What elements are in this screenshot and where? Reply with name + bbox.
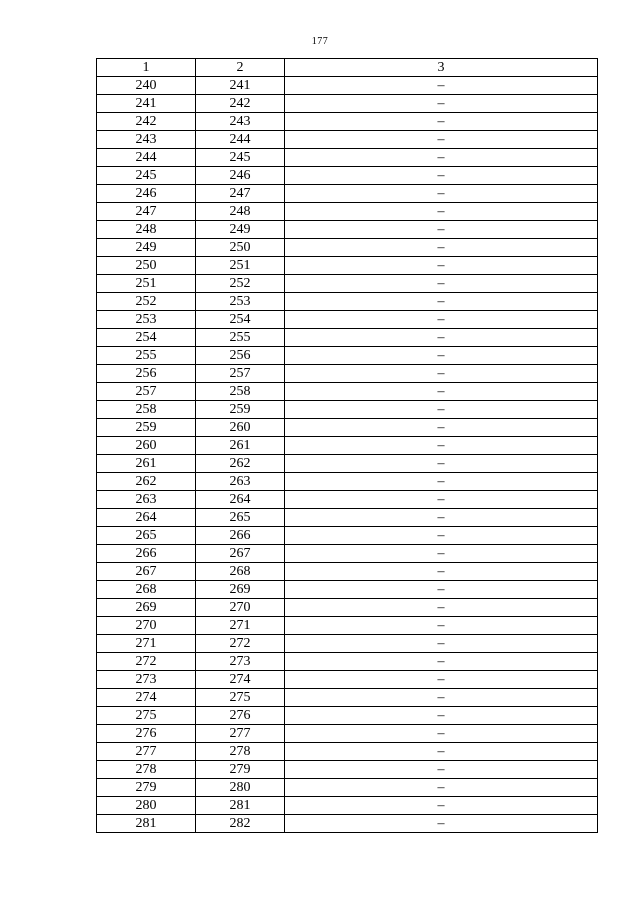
table-cell-col-2: 254 bbox=[196, 311, 285, 329]
table-cell-col-3: – bbox=[285, 401, 598, 419]
table-row bbox=[97, 221, 598, 239]
table-cell-col-3: – bbox=[285, 671, 598, 689]
table-cell-col-2: 256 bbox=[196, 347, 285, 365]
header-row bbox=[97, 59, 598, 77]
table-row bbox=[97, 77, 598, 95]
table-cell-col-1: 273 bbox=[97, 671, 196, 689]
table-row bbox=[97, 239, 598, 257]
table-row bbox=[97, 95, 598, 113]
table-body bbox=[97, 77, 598, 833]
table-cell-col-2: 282 bbox=[196, 815, 285, 833]
table-cell-col-3: – bbox=[285, 131, 598, 149]
table-cell-col-1: 257 bbox=[97, 383, 196, 401]
table-cell-col-2: 265 bbox=[196, 509, 285, 527]
table-row bbox=[97, 689, 598, 707]
table-cell-col-1: 255 bbox=[97, 347, 196, 365]
table-cell-col-2: 248 bbox=[196, 203, 285, 221]
table-cell-col-1: 245 bbox=[97, 167, 196, 185]
table-row bbox=[97, 527, 598, 545]
table-row bbox=[97, 149, 598, 167]
table-cell-col-1: 275 bbox=[97, 707, 196, 725]
table-cell-col-3: – bbox=[285, 257, 598, 275]
table-cell-col-2: 272 bbox=[196, 635, 285, 653]
table-row bbox=[97, 635, 598, 653]
table-row bbox=[97, 167, 598, 185]
table-cell-col-1: 272 bbox=[97, 653, 196, 671]
table-cell-col-2: 243 bbox=[196, 113, 285, 131]
table-cell-col-1: 240 bbox=[97, 77, 196, 95]
table-cell-col-1: 259 bbox=[97, 419, 196, 437]
table-cell-col-1: 258 bbox=[97, 401, 196, 419]
table-cell-col-1: 249 bbox=[97, 239, 196, 257]
table-cell-col-1: 279 bbox=[97, 779, 196, 797]
table-row bbox=[97, 455, 598, 473]
table-cell-col-2: 251 bbox=[196, 257, 285, 275]
table-row bbox=[97, 131, 598, 149]
table-cell-col-1: 242 bbox=[97, 113, 196, 131]
table-row bbox=[97, 581, 598, 599]
page-number: 177 bbox=[311, 36, 329, 47]
table-cell-col-3: – bbox=[285, 329, 598, 347]
table-row bbox=[97, 257, 598, 275]
table-row bbox=[97, 311, 598, 329]
table-cell-col-1: 260 bbox=[97, 437, 196, 455]
table-cell-col-3: – bbox=[285, 491, 598, 509]
table-cell-col-1: 243 bbox=[97, 131, 196, 149]
table-cell-col-3: – bbox=[285, 383, 598, 401]
table-cell-col-2: 273 bbox=[196, 653, 285, 671]
table-cell-col-2: 280 bbox=[196, 779, 285, 797]
table-cell-col-3: – bbox=[285, 527, 598, 545]
table-cell-col-2: 274 bbox=[196, 671, 285, 689]
table-cell-col-3: – bbox=[285, 545, 598, 563]
table-cell-col-1: 241 bbox=[97, 95, 196, 113]
table-row bbox=[97, 365, 598, 383]
table-cell-col-3: – bbox=[285, 365, 598, 383]
data-table bbox=[96, 58, 598, 833]
table-cell-col-1: 261 bbox=[97, 455, 196, 473]
table-cell-col-2: 255 bbox=[196, 329, 285, 347]
table-row bbox=[97, 707, 598, 725]
table-cell-col-2: 268 bbox=[196, 563, 285, 581]
table-cell-col-3: – bbox=[285, 185, 598, 203]
table-row bbox=[97, 545, 598, 563]
table-cell-col-3: – bbox=[285, 797, 598, 815]
table-cell-col-2: 271 bbox=[196, 617, 285, 635]
table-row bbox=[97, 347, 598, 365]
table-row bbox=[97, 473, 598, 491]
table-cell-col-1: 264 bbox=[97, 509, 196, 527]
table-cell-col-2: 259 bbox=[196, 401, 285, 419]
table-cell-col-2: 264 bbox=[196, 491, 285, 509]
table-cell-col-2: 258 bbox=[196, 383, 285, 401]
table-cell-col-2: 257 bbox=[196, 365, 285, 383]
table-cell-col-3: – bbox=[285, 617, 598, 635]
table-row bbox=[97, 815, 598, 833]
table-row bbox=[97, 617, 598, 635]
table-cell-col-3: – bbox=[285, 437, 598, 455]
table-cell-col-3: – bbox=[285, 203, 598, 221]
table-cell-col-1: 247 bbox=[97, 203, 196, 221]
table-row bbox=[97, 185, 598, 203]
table-cell-col-1: 248 bbox=[97, 221, 196, 239]
table-cell-col-1: 271 bbox=[97, 635, 196, 653]
table-cell-col-2: 246 bbox=[196, 167, 285, 185]
table-cell-col-2: 269 bbox=[196, 581, 285, 599]
table-row bbox=[97, 401, 598, 419]
table-cell-col-3: – bbox=[285, 311, 598, 329]
table-cell-col-1: 246 bbox=[97, 185, 196, 203]
table-cell-col-3: – bbox=[285, 77, 598, 95]
table-cell-col-2: 252 bbox=[196, 275, 285, 293]
table-row bbox=[97, 383, 598, 401]
table-cell-col-2: 277 bbox=[196, 725, 285, 743]
table-cell-col-3: – bbox=[285, 563, 598, 581]
table-row bbox=[97, 563, 598, 581]
table-cell-col-1: 274 bbox=[97, 689, 196, 707]
table-row bbox=[97, 509, 598, 527]
table-cell-col-1: 267 bbox=[97, 563, 196, 581]
table-cell-col-3: – bbox=[285, 293, 598, 311]
table-cell-col-2: 253 bbox=[196, 293, 285, 311]
table-cell-col-1: 281 bbox=[97, 815, 196, 833]
table-cell-col-2: 275 bbox=[196, 689, 285, 707]
table-cell-col-2: 270 bbox=[196, 599, 285, 617]
table-cell-col-3: – bbox=[285, 743, 598, 761]
table-cell-col-2: 241 bbox=[196, 77, 285, 95]
table-cell-col-2: 245 bbox=[196, 149, 285, 167]
table-cell-col-1: 268 bbox=[97, 581, 196, 599]
table-cell-col-2: 262 bbox=[196, 455, 285, 473]
table-cell-col-2: 263 bbox=[196, 473, 285, 491]
table-row bbox=[97, 437, 598, 455]
table-cell-col-3: – bbox=[285, 419, 598, 437]
table-cell-col-3: – bbox=[285, 509, 598, 527]
table-cell-col-3: – bbox=[285, 599, 598, 617]
table-cell-col-2: 276 bbox=[196, 707, 285, 725]
table-cell-col-2: 261 bbox=[196, 437, 285, 455]
table-row bbox=[97, 743, 598, 761]
table-cell-col-1: 278 bbox=[97, 761, 196, 779]
table-cell-col-3: – bbox=[285, 653, 598, 671]
table-row bbox=[97, 329, 598, 347]
table-cell-col-1: 276 bbox=[97, 725, 196, 743]
table-cell-col-3: – bbox=[285, 149, 598, 167]
table-cell-col-3: – bbox=[285, 779, 598, 797]
table-cell-col-2: 281 bbox=[196, 797, 285, 815]
table-cell-col-1: 263 bbox=[97, 491, 196, 509]
column-header-1: 1 bbox=[97, 59, 196, 77]
table-cell-col-1: 253 bbox=[97, 311, 196, 329]
table-cell-col-1: 250 bbox=[97, 257, 196, 275]
column-header-2: 2 bbox=[196, 59, 285, 77]
table-row bbox=[97, 797, 598, 815]
table-cell-col-2: 267 bbox=[196, 545, 285, 563]
table-cell-col-3: – bbox=[285, 113, 598, 131]
table-cell-col-3: – bbox=[285, 347, 598, 365]
table-cell-col-1: 265 bbox=[97, 527, 196, 545]
table-row bbox=[97, 419, 598, 437]
table-cell-col-3: – bbox=[285, 167, 598, 185]
table-cell-col-2: 279 bbox=[196, 761, 285, 779]
table-cell-col-1: 252 bbox=[97, 293, 196, 311]
table-cell-col-3: – bbox=[285, 689, 598, 707]
table-cell-col-3: – bbox=[285, 815, 598, 833]
table-cell-col-2: 278 bbox=[196, 743, 285, 761]
table-cell-col-2: 260 bbox=[196, 419, 285, 437]
table-row bbox=[97, 599, 598, 617]
table-cell-col-3: – bbox=[285, 455, 598, 473]
table-cell-col-1: 269 bbox=[97, 599, 196, 617]
table-cell-col-3: – bbox=[285, 473, 598, 491]
table-row bbox=[97, 113, 598, 131]
table-cell-col-3: – bbox=[285, 707, 598, 725]
table-cell-col-2: 266 bbox=[196, 527, 285, 545]
table-row bbox=[97, 293, 598, 311]
table-row bbox=[97, 671, 598, 689]
table-cell-col-3: – bbox=[285, 239, 598, 257]
table-cell-col-3: – bbox=[285, 725, 598, 743]
column-header-3: 3 bbox=[285, 59, 598, 77]
table-row bbox=[97, 653, 598, 671]
table-row bbox=[97, 491, 598, 509]
table-cell-col-1: 280 bbox=[97, 797, 196, 815]
table-cell-col-1: 262 bbox=[97, 473, 196, 491]
table-cell-col-3: – bbox=[285, 635, 598, 653]
table-cell-col-2: 247 bbox=[196, 185, 285, 203]
table-cell-col-1: 251 bbox=[97, 275, 196, 293]
table-cell-col-3: – bbox=[285, 275, 598, 293]
table-cell-col-1: 270 bbox=[97, 617, 196, 635]
table-cell-col-3: – bbox=[285, 761, 598, 779]
table-cell-col-3: – bbox=[285, 95, 598, 113]
table-header bbox=[97, 59, 598, 77]
table-cell-col-1: 277 bbox=[97, 743, 196, 761]
table-cell-col-3: – bbox=[285, 581, 598, 599]
table-row bbox=[97, 725, 598, 743]
table-cell-col-1: 254 bbox=[97, 329, 196, 347]
table-cell-col-1: 244 bbox=[97, 149, 196, 167]
table-row bbox=[97, 275, 598, 293]
table-row bbox=[97, 779, 598, 797]
table-cell-col-2: 250 bbox=[196, 239, 285, 257]
table-cell-col-2: 242 bbox=[196, 95, 285, 113]
table-row bbox=[97, 203, 598, 221]
table-cell-col-2: 244 bbox=[196, 131, 285, 149]
table-cell-col-1: 266 bbox=[97, 545, 196, 563]
table-cell-col-2: 249 bbox=[196, 221, 285, 239]
table-row bbox=[97, 761, 598, 779]
table-cell-col-1: 256 bbox=[97, 365, 196, 383]
table-cell-col-3: – bbox=[285, 221, 598, 239]
